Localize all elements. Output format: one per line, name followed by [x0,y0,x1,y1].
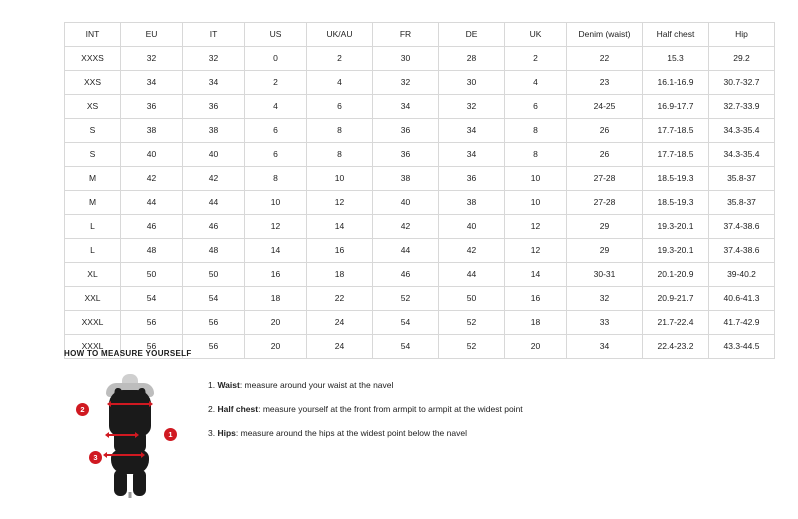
cell-hip: 39-40.2 [709,263,775,287]
cell-hip: 40.6-41.3 [709,287,775,311]
step-term: Hips [217,428,236,439]
cell-denim-waist: 27-28 [567,167,643,191]
marker-3-hips: 3 [89,451,102,464]
cell-de: 36 [439,167,505,191]
cell-eu: 38 [121,119,183,143]
cell-us: 8 [245,167,307,191]
cell-us: 10 [245,191,307,215]
cell-de: 38 [439,191,505,215]
cell-de: 52 [439,335,505,359]
how-to-measure-section [64,349,764,498]
cell-fr: 40 [373,191,439,215]
cell-uk-au: 4 [307,71,373,95]
table-row [65,47,775,71]
cell-hip: 30.7-32.7 [709,71,775,95]
cell-denim-waist: 27-28 [567,191,643,215]
column-header-it: IT [183,23,245,47]
cell-fr: 52 [373,287,439,311]
cell-fr: 36 [373,119,439,143]
cell-half-chest: 20.1-20.9 [643,263,709,287]
cell-half-chest: 17.7-18.5 [643,119,709,143]
table-row [65,119,775,143]
cell-int: XXS [65,71,121,95]
step-number: 1. [208,380,216,390]
cell-it: 32 [183,47,245,71]
cell-eu: 48 [121,239,183,263]
cell-int: S [65,143,121,167]
cell-it: 44 [183,191,245,215]
table-row [65,167,775,191]
cell-eu: 54 [121,287,183,311]
cell-de: 52 [439,311,505,335]
column-header-de: DE [439,23,505,47]
cell-eu: 40 [121,143,183,167]
cell-it: 40 [183,143,245,167]
cell-uk-au: 6 [307,95,373,119]
cell-eu: 50 [121,263,183,287]
step-term: Half chest [217,404,259,415]
size-table-container [64,22,760,359]
mannequin-leg-right [133,470,146,496]
column-header-us: US [245,23,307,47]
cell-uk-au: 24 [307,335,373,359]
step-text: : measure around the hips at the widest point below the navel [235,428,467,439]
column-header-fr: FR [373,23,439,47]
cell-half-chest: 19.3-20.1 [643,215,709,239]
cell-it: 38 [183,119,245,143]
hip-measure-arrow-icon [107,454,141,456]
measure-step-half-chest [208,404,523,414]
cell-it: 46 [183,215,245,239]
cell-us: 2 [245,71,307,95]
cell-uk: 14 [505,263,567,287]
cell-uk-au: 18 [307,263,373,287]
cell-half-chest: 16.9-17.7 [643,95,709,119]
table-row [65,71,775,95]
cell-int: S [65,119,121,143]
cell-fr: 32 [373,71,439,95]
cell-uk: 20 [505,335,567,359]
cell-uk-au: 24 [307,311,373,335]
column-header-eu: EU [121,23,183,47]
cell-half-chest: 16.1-16.9 [643,71,709,95]
column-header-int: INT [65,23,121,47]
cell-hip: 34.3-35.4 [709,119,775,143]
measure-step-hips [208,428,523,438]
cell-eu: 32 [121,47,183,71]
cell-hip: 32.7-33.9 [709,95,775,119]
cell-int: L [65,239,121,263]
column-header-hip: Hip [709,23,775,47]
cell-eu: 56 [121,311,183,335]
cell-denim-waist: 32 [567,287,643,311]
cell-int: XXL [65,287,121,311]
cell-uk: 8 [505,143,567,167]
cell-us: 6 [245,119,307,143]
cell-us: 14 [245,239,307,263]
cell-denim-waist: 23 [567,71,643,95]
how-to-measure-title: HOW TO MEASURE YOURSELF [64,349,192,358]
step-text: : measure yourself at the front from armpit to armpit at the widest point [258,404,523,415]
step-term: Waist [217,380,240,390]
cell-hip: 37.4-38.6 [709,215,775,239]
cell-uk: 10 [505,191,567,215]
cell-fr: 34 [373,95,439,119]
table-header-row [65,23,775,47]
how-to-measure-body [64,368,764,498]
cell-int: XXXS [65,47,121,71]
size-conversion-table [64,22,775,359]
cell-half-chest: 18.5-19.3 [643,167,709,191]
cell-us: 16 [245,263,307,287]
cell-eu: 34 [121,71,183,95]
step-text: : measure around your waist at the navel [239,380,394,390]
cell-denim-waist: 26 [567,143,643,167]
cell-half-chest: 15.3 [643,47,709,71]
table-row [65,287,775,311]
cell-fr: 44 [373,239,439,263]
cell-eu: 46 [121,215,183,239]
cell-int: L [65,215,121,239]
cell-de: 44 [439,263,505,287]
cell-fr: 30 [373,47,439,71]
cell-it: 56 [183,311,245,335]
waist-measure-arrow-icon [109,434,135,436]
column-header-uk: UK [505,23,567,47]
cell-int: M [65,167,121,191]
cell-de: 34 [439,143,505,167]
mannequin-stand [129,492,132,498]
cell-int: XS [65,95,121,119]
cell-hip: 43.3-44.5 [709,335,775,359]
cell-uk: 8 [505,119,567,143]
table-row [65,95,775,119]
cell-us: 20 [245,311,307,335]
cell-eu: 42 [121,167,183,191]
table-row [65,263,775,287]
cell-eu: 36 [121,95,183,119]
cell-it: 34 [183,71,245,95]
cell-us: 0 [245,47,307,71]
cell-eu: 44 [121,191,183,215]
column-header-half-chest: Half chest [643,23,709,47]
cell-uk-au: 2 [307,47,373,71]
cell-uk: 12 [505,215,567,239]
cell-de: 28 [439,47,505,71]
cell-it: 56 [183,335,245,359]
cell-us: 6 [245,143,307,167]
cell-fr: 46 [373,263,439,287]
cell-uk: 6 [505,95,567,119]
cell-us: 18 [245,287,307,311]
cell-uk: 12 [505,239,567,263]
cell-int: XXXL [65,311,121,335]
cell-half-chest: 19.3-20.1 [643,239,709,263]
table-row [65,143,775,167]
cell-it: 36 [183,95,245,119]
mannequin-illustration [76,368,186,498]
cell-hip: 37.4-38.6 [709,239,775,263]
cell-int: M [65,191,121,215]
cell-half-chest: 20.9-21.7 [643,287,709,311]
cell-int: XL [65,263,121,287]
cell-denim-waist: 29 [567,215,643,239]
cell-denim-waist: 34 [567,335,643,359]
column-header-denim-waist: Denim (waist) [567,23,643,47]
cell-uk-au: 8 [307,119,373,143]
cell-fr: 36 [373,143,439,167]
cell-fr: 54 [373,335,439,359]
cell-uk-au: 12 [307,191,373,215]
cell-us: 12 [245,215,307,239]
cell-denim-waist: 22 [567,47,643,71]
column-header-uk-au: UK/AU [307,23,373,47]
cell-fr: 54 [373,311,439,335]
cell-de: 34 [439,119,505,143]
cell-eu: 56 [121,335,183,359]
cell-hip: 41.7-42.9 [709,311,775,335]
step-number: 2. [208,404,216,415]
cell-us: 4 [245,95,307,119]
cell-hip: 29.2 [709,47,775,71]
half-chest-measure-arrow-icon [111,403,149,405]
cell-uk-au: 22 [307,287,373,311]
cell-denim-waist: 29 [567,239,643,263]
table-row [65,215,775,239]
cell-uk: 10 [505,167,567,191]
cell-us: 20 [245,335,307,359]
cell-it: 42 [183,167,245,191]
step-number: 3. [208,428,216,439]
cell-uk: 16 [505,287,567,311]
cell-de: 40 [439,215,505,239]
cell-denim-waist: 33 [567,311,643,335]
cell-uk: 18 [505,311,567,335]
cell-hip: 34.3-35.4 [709,143,775,167]
cell-it: 54 [183,287,245,311]
table-row [65,311,775,335]
cell-half-chest: 18.5-19.3 [643,191,709,215]
cell-int: XXXL [65,335,121,359]
cell-denim-waist: 30-31 [567,263,643,287]
cell-half-chest: 21.7-22.4 [643,311,709,335]
mannequin-leg-left [114,470,127,496]
cell-de: 50 [439,287,505,311]
cell-it: 50 [183,263,245,287]
cell-uk-au: 16 [307,239,373,263]
cell-fr: 42 [373,215,439,239]
cell-hip: 35.8-37 [709,167,775,191]
table-row [65,239,775,263]
cell-uk-au: 8 [307,143,373,167]
table-row [65,191,775,215]
cell-denim-waist: 24-25 [567,95,643,119]
measure-steps-list [208,380,523,453]
measure-step-waist [208,380,523,390]
cell-half-chest: 17.7-18.5 [643,143,709,167]
cell-de: 42 [439,239,505,263]
mannequin-chest [109,390,151,436]
cell-denim-waist: 26 [567,119,643,143]
marker-2-half-chest: 2 [76,403,89,416]
cell-it: 48 [183,239,245,263]
cell-uk: 2 [505,47,567,71]
cell-half-chest: 22.4-23.2 [643,335,709,359]
cell-hip: 35.8-37 [709,191,775,215]
cell-uk: 4 [505,71,567,95]
cell-fr: 38 [373,167,439,191]
cell-de: 30 [439,71,505,95]
cell-uk-au: 14 [307,215,373,239]
marker-1-waist: 1 [164,428,177,441]
cell-de: 32 [439,95,505,119]
cell-uk-au: 10 [307,167,373,191]
